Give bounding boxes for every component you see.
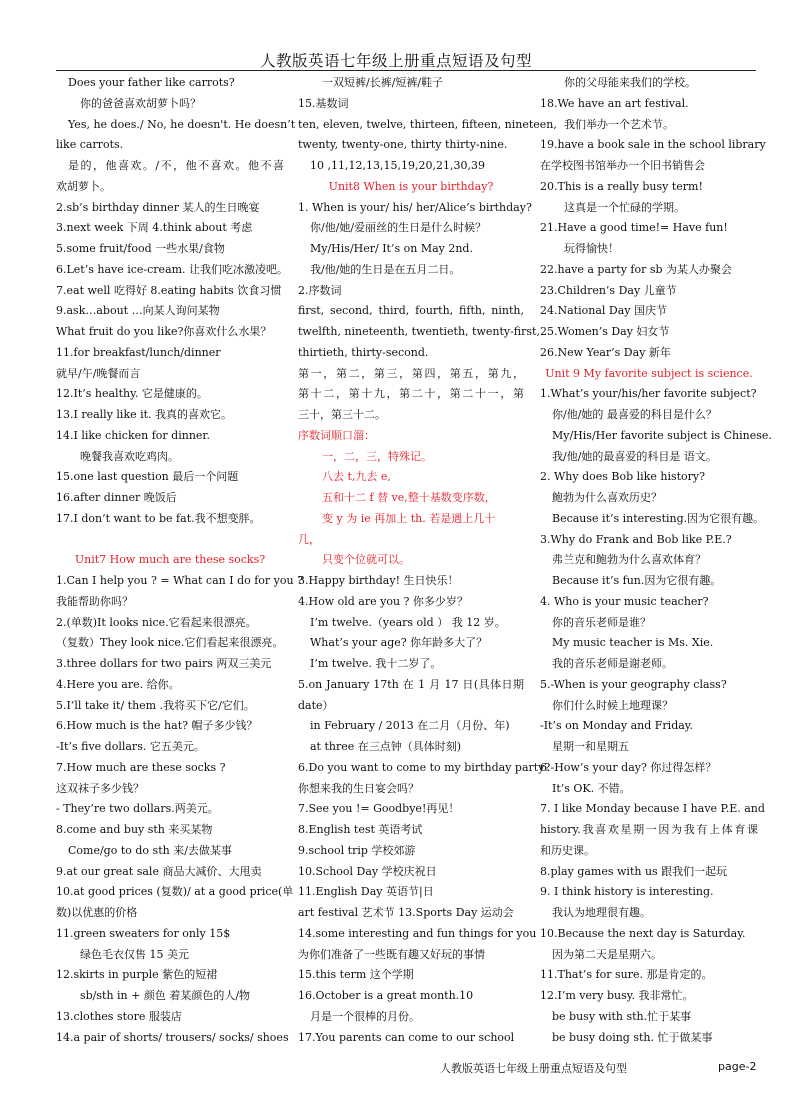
page-number: page-2 xyxy=(718,1060,757,1073)
text-line: 我/他/她的生日是在五月二日。 xyxy=(310,262,461,276)
text-line: 是的，他喜欢。/不，他不喜欢。他不喜 xyxy=(68,159,284,172)
text-line: -It’s on Monday and Friday. xyxy=(540,719,694,733)
text-line: Because it’s interesting.因为它很有趣。 xyxy=(552,511,765,525)
text-line: 5.-When is your geography class? xyxy=(540,677,727,691)
text-line: be busy with sth.忙于某事 xyxy=(552,1009,692,1023)
header-divider xyxy=(56,70,756,71)
text-line: 你的爸爸喜欢胡萝卜吗？ xyxy=(80,96,201,110)
text-line: 你的父母能来我们的学校。 xyxy=(564,76,696,89)
text-line: 在学校图书馆举办一个旧书销售会 xyxy=(540,159,705,172)
text-line: 只变个位就可以。 xyxy=(322,553,410,567)
text-line: 18.We have an art festival. xyxy=(540,96,689,110)
text-line: 月是一个很棒的月份。 xyxy=(310,1009,420,1023)
text-line: 19.have a book sale in the school library xyxy=(540,138,766,152)
text-line: 第一，第二，第三，第四，第五，第九， xyxy=(298,366,524,380)
text-line: 8.English test 英语考试 xyxy=(298,823,423,836)
text-line: 为你们准备了一些既有趣又好玩的事情 xyxy=(298,947,485,961)
text-line: 几， xyxy=(298,532,320,546)
text-line: 11.green sweaters for only 15$ xyxy=(56,926,231,940)
text-line: 1. When is your/ his/ her/Alice’s birthday? xyxy=(298,200,532,214)
text-column-left xyxy=(56,73,304,1048)
text-line: 7.How much are these socks ? xyxy=(56,760,226,774)
text-line: Yes, he does./ No, he doesn't. He doesn’t xyxy=(68,117,296,131)
text-line: 1.Can I help you ? = What can I do for you ? xyxy=(56,574,304,587)
text-line: 10 ,11,12,13,15,19,20,21,30,39 xyxy=(310,159,485,172)
text-line: Unit8 When is your birthday? xyxy=(328,179,494,193)
text-line: 6.-How’s your day? 你过得怎样？ xyxy=(540,760,717,774)
text-line: 12.It’s healthy. 它是健康的。 xyxy=(56,387,208,401)
text-line: 11.for breakfast/lunch/dinner xyxy=(56,345,221,359)
text-line: 你的音乐老师是谁？ xyxy=(552,615,651,629)
text-line: 13.clothes store 服装店 xyxy=(56,1009,182,1023)
text-line: 14.a pair of shorts/ trousers/ socks/ shoes xyxy=(56,1030,289,1044)
text-line: 8.play games with us 跟我们一起玩 xyxy=(540,864,728,878)
text-line: 序数词顺口溜： xyxy=(298,428,375,442)
page-title: 人教版英语七年级上册重点短语及句型 xyxy=(259,52,532,70)
text-line: 17.I don’t want to be fat.我不想变胖。 xyxy=(56,511,261,525)
text-line: 12.skirts in purple 紫色的短裙 xyxy=(56,968,218,982)
text-line: 2.(单数)It looks nice.它看起来很漂亮。 xyxy=(56,615,257,629)
text-line: 9. I think history is interesting. xyxy=(540,885,714,899)
text-line: Because it’s fun.因为它很有趣。 xyxy=(552,574,722,587)
text-line: like carrots. xyxy=(56,138,124,152)
text-line: sb/sth in + 颜色 着某颜色的人/物 xyxy=(80,989,251,1002)
text-line: 6.How much is the hat? 帽子多少钱？ xyxy=(56,719,258,733)
text-line: 鲍勃为什么喜欢历史？ xyxy=(552,491,662,504)
text-line: history.我喜欢星期一因为我有上体育课 xyxy=(540,823,758,836)
text-column-middle xyxy=(298,73,557,1048)
text-line: - They’re two dollars.两美元。 xyxy=(56,802,219,816)
text-line: 20.This is a really busy term! xyxy=(540,179,703,193)
text-line: 25.Women’s Day 妇女节 xyxy=(540,325,670,338)
text-line: 我能帮助你吗？ xyxy=(56,594,133,608)
text-line: 10.Because the next day is Saturday. xyxy=(540,926,746,940)
text-line: 22.have a party for sb 为某人办聚会 xyxy=(540,262,733,276)
text-line: （复数）They look nice.它们看起来很漂亮。 xyxy=(56,636,284,650)
text-line: 3.three dollars for two pairs 两双三美元 xyxy=(56,657,272,670)
text-line: be busy doing sth. 忙于做某事 xyxy=(552,1030,713,1044)
text-line: 9.school trip 学校郊游 xyxy=(298,843,416,857)
text-line: I’m twelve.（years old ） 我 12 岁。 xyxy=(310,615,506,629)
text-line: 6.Let’s have ice-cream. 让我们吃冰激凌吧。 xyxy=(56,262,289,276)
text-line: 五和十二 f 替 ve,整十基数变序数， xyxy=(322,491,496,504)
footer-title: 人教版英语七年级上册重点短语及句型 xyxy=(440,1062,627,1075)
text-line: 14.I like chicken for dinner. xyxy=(56,428,210,442)
text-line: 11.English Day 英语节|日 xyxy=(298,885,434,899)
text-line: first, second, third, fourth, fifth, ninth, xyxy=(298,304,524,318)
text-line: 10.at good prices (复数)/ at a good price(单 xyxy=(56,885,294,899)
text-line: 2. Why does Bob like history? xyxy=(540,470,706,484)
text-line: 24.National Day 国庆节 xyxy=(540,304,667,318)
text-line: art festival 艺术节 13.Sports Day 运动会 xyxy=(298,906,514,919)
text-line: 21.Have a good time!= Have fun! xyxy=(540,221,728,235)
text-line: 9.ask…about …向某人询问某物 xyxy=(56,304,220,318)
text-line: 6.Do you want to come to my birthday party? xyxy=(298,760,551,774)
text-line: 你/他/她/爱丽丝的生日是什么时候？ xyxy=(310,221,487,235)
text-line: My/His/Her/ It’s on May 2nd. xyxy=(310,242,473,255)
text-line xyxy=(56,530,284,551)
text-line: 14.some interesting and fun things for you xyxy=(298,926,537,940)
text-line: 3.next week 下周 4.think about 考虑 xyxy=(56,221,253,235)
text-line: 4.Here you are. 给你。 xyxy=(56,677,180,691)
text-line: My/His/Her favorite subject is Chinese. xyxy=(552,428,772,442)
text-line: 和历史课。 xyxy=(540,843,595,857)
text-line: 26.New Year’s Day 新年 xyxy=(540,345,671,359)
text-line: date） xyxy=(298,698,334,712)
text-line: 一双短裤/长裤/短裤/鞋子 xyxy=(322,76,444,89)
text-line: 我/他/她的最喜爱的科目是 语文。 xyxy=(552,449,717,463)
text-line: 5.on January 17th 在 1 月 17 日(具体日期 xyxy=(298,677,524,691)
text-line: 5.I’ll take it/ them .我将买下它/它们。 xyxy=(56,698,255,712)
text-line: 因为第二天是星期六。 xyxy=(552,947,662,961)
text-line: -It’s five dollars. 它五美元。 xyxy=(56,740,205,753)
text-line: in February / 2013 在二月（月份、年) xyxy=(310,719,510,733)
text-column-right xyxy=(540,73,772,1048)
text-line: 7.eat well 吃得好 8.eating habits 饮食习惯 xyxy=(56,283,282,297)
text-line: 晚餐我喜欢吃鸡肉。 xyxy=(80,449,179,463)
text-line: 三十，第三十二。 xyxy=(298,408,386,421)
text-line: 10.School Day 学校庆祝日 xyxy=(298,864,437,878)
text-line: 9.at our great sale 商品大减价、大甩卖 xyxy=(56,864,262,878)
text-line: 这真是一个忙碌的学期。 xyxy=(564,200,685,214)
text-line: What fruit do you like?你喜欢什么水果？ xyxy=(56,325,272,338)
text-line: My music teacher is Ms. Xie. xyxy=(552,636,714,650)
text-line: 星期一和星期五 xyxy=(552,740,629,753)
text-line: Does your father like carrots? xyxy=(68,76,235,89)
text-line: 15.基数词 xyxy=(298,96,349,110)
text-line: What’s your age? 你年龄多大了？ xyxy=(310,636,488,650)
text-line: 变 y 为 ie 再加上 th. 若是遇上几十 xyxy=(322,511,496,525)
text-line: 4.How old are you ? 你多少岁？ xyxy=(298,594,468,608)
text-line: 绿色毛衣仅售 15 美元 xyxy=(80,947,189,961)
text-line: 4. Who is your music teacher? xyxy=(540,594,709,608)
text-line: 欢胡萝卜。 xyxy=(56,179,111,193)
text-line: 1.What’s your/his/her favorite subject? xyxy=(540,387,757,401)
text-line: 数)以优惠的价格 xyxy=(56,906,138,919)
text-line: 7. I like Monday because I have P.E. and xyxy=(540,802,765,816)
text-line: 16.October is a great month.10 xyxy=(298,989,474,1002)
text-line: 7.See you != Goodbye!再见！ xyxy=(298,802,460,816)
text-line: 3.Why do Frank and Bob like P.E.? xyxy=(540,532,732,546)
text-line: 23.Children’s Day 儿童节 xyxy=(540,283,677,297)
text-line: 我们举办一个艺术节。 xyxy=(564,117,674,131)
text-line: I’m twelve. 我十二岁了。 xyxy=(310,657,442,670)
text-line: 2.序数词 xyxy=(298,283,342,297)
text-line: 你想来我的生日宴会吗？ xyxy=(298,781,419,795)
text-line: 这双袜子多少钱？ xyxy=(56,781,144,795)
text-line: 16.after dinner 晚饭后 xyxy=(56,491,177,504)
text-line: 3.Happy birthday! 生日快乐！ xyxy=(298,574,459,587)
text-line: 15.one last question 最后一个问题 xyxy=(56,470,239,484)
text-line: 12.I’m very busy. 我非常忙。 xyxy=(540,989,694,1002)
text-line: 你/他/她的 最喜爱的科目是什么？ xyxy=(552,408,717,421)
text-line: 弗兰克和鲍勃为什么喜欢体育？ xyxy=(552,553,706,567)
text-line: 第十二，第十九，第二十，第二十一，第 xyxy=(298,387,524,401)
text-line: Unit7 How much are these socks? xyxy=(74,553,266,567)
text-line: 八去 t,九去 e, xyxy=(322,470,391,484)
text-line: thirtieth, thirty-second. xyxy=(298,345,429,359)
text-line: ten, eleven, twelve, thirteen, fifteen, nineteen, xyxy=(298,117,557,131)
text-line: 2.sb’s birthday dinner 某人的生日晚宴 xyxy=(56,200,260,214)
text-line: 13.I really like it. 我真的喜欢它。 xyxy=(56,408,233,421)
text-line: at three 在三点钟（具体时刻) xyxy=(310,740,462,753)
text-line: It’s OK. 不错。 xyxy=(552,781,631,795)
text-line: Unit 9 My favorite subject is science. xyxy=(545,366,753,380)
text-line: 8.come and buy sth 来买某物 xyxy=(56,823,213,836)
text-line: 11.That’s for sure. 那是肯定的。 xyxy=(540,968,713,982)
text-line: 我认为地理很有趣。 xyxy=(552,906,651,919)
text-line: 就早/午/晚餐而言 xyxy=(56,366,141,380)
text-line: 玩得愉快！ xyxy=(564,242,619,255)
text-line: Come/go to do sth 来/去做某事 xyxy=(68,843,232,857)
text-line: twenty, twenty-one, thirty thirty-nine. xyxy=(298,138,508,152)
text-line: 你们什么时候上地理课？ xyxy=(552,698,673,712)
text-line: twelfth, nineteenth, twentieth, twenty-first, xyxy=(298,325,540,338)
text-line: 一，二，三，特殊记。 xyxy=(322,449,432,463)
text-line: 我的音乐老师是谢老师。 xyxy=(552,657,673,670)
text-line: 5.some fruit/food 一些水果/食物 xyxy=(56,242,225,255)
text-line: 15.this term 这个学期 xyxy=(298,968,414,982)
text-line: 17.You parents can come to our school xyxy=(298,1030,515,1044)
